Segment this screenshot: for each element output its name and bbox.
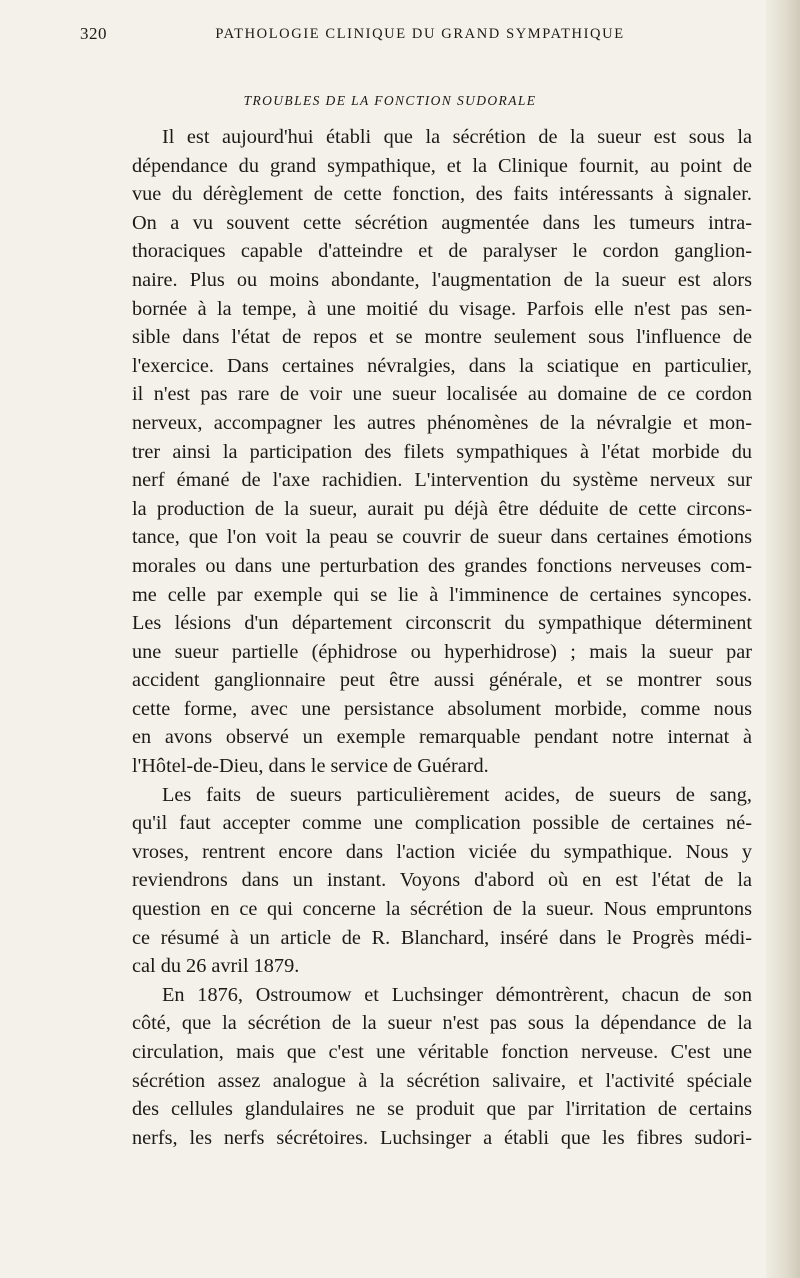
- text-line: ce résumé à un article de R. Blanchard, inséré dans le Progrès médi-: [132, 926, 752, 949]
- text-line: dépendance du grand sympathique, et la Clinique fournit, au point de: [132, 154, 752, 177]
- text-line: naire. Plus ou moins abondante, l'augmentation de la sueur est alors: [132, 268, 752, 291]
- text-line: nerfs, les nerfs sécrétoires. Luchsinger a établi que les fibres sudori-: [132, 1126, 752, 1149]
- text-line: la production de la sueur, aurait pu déjà être déduite de cette circons-: [132, 497, 752, 520]
- text-line: cal du 26 avril 1879.: [132, 955, 300, 978]
- text-line: question en ce qui concerne la sécrétion de la sueur. Nous empruntons: [132, 898, 752, 921]
- text-line: nerf émané de l'axe rachidien. L'intervention du système nerveux sur: [132, 469, 752, 492]
- text-line: sécrétion assez analogue à la sécrétion salivaire, et l'activité spéciale: [132, 1069, 752, 1092]
- text-line: vroses, rentrent encore dans l'action viciée du sympathique. Nous y: [132, 840, 752, 863]
- text-line: nerveux, accompagner les autres phénomènes de la névralgie et mon-: [132, 411, 752, 434]
- text-line: accident ganglionnaire peut être aussi générale, et se montrer sous: [132, 669, 752, 692]
- text-line: On a vu souvent cette sécrétion augmentée dans les tumeurs intra-: [132, 211, 752, 234]
- text-line: circulation, mais que c'est une véritable fonction nerveuse. C'est une: [132, 1041, 752, 1063]
- text-line: il n'est pas rare de voir une sueur localisée au domaine de ce cordon: [132, 383, 752, 406]
- text-line: Les lésions d'un département circonscrit du sympathique déterminent: [132, 612, 752, 635]
- text-line: vue du dérèglement de cette fonction, des faits intéressants à signaler.: [132, 183, 752, 206]
- page-header: [80, 24, 700, 48]
- text-line: bornée à la tempe, à une moitié du visage. Parfois elle n'est pas sen-: [132, 297, 752, 320]
- text-line: l'exercice. Dans certaines névralgies, dans la sciatique en particulier,: [132, 354, 752, 377]
- text-line: qu'il faut accepter comme une complication possible de certaines né-: [132, 812, 752, 835]
- page-number: 320: [80, 24, 107, 43]
- text-line: l'Hôtel-de-Dieu, dans le service de Guérard.: [132, 755, 489, 778]
- text-line: trer ainsi la participation des filets sympathiques à l'état morbide du: [132, 440, 752, 463]
- text-line: reviendrons dans un instant. Voyons d'abord où en est l'état de la: [132, 869, 752, 892]
- text-line: côté, que la sécrétion de la sueur n'est pas sous la dépendance de la: [132, 1012, 752, 1035]
- section-title: TROUBLES DE LA FONCTION SUDORALE: [243, 93, 537, 108]
- text-line: sible dans l'état de repos et se montre seulement sous l'influence de: [132, 326, 752, 349]
- text-line: en avons observé un exemple remarquable pendant notre internat à: [132, 726, 752, 749]
- text-line: En 1876, Ostroumow et Luchsinger démontrèrent, chacun de son: [162, 983, 752, 1006]
- text-line: cette forme, avec une persistance absolument morbide, comme nous: [132, 697, 752, 720]
- text-line: Il est aujourd'hui établi que la sécrétion de la sueur est sous la: [162, 126, 752, 148]
- text-line: des cellules glandulaires ne se produit que par l'irritation de certains: [132, 1098, 752, 1121]
- running-head: PATHOLOGIE CLINIQUE DU GRAND SYMPATHIQUE: [215, 26, 625, 42]
- text-line: Les faits de sueurs particulièrement acides, de sueurs de sang,: [162, 783, 752, 806]
- text-line: tance, que l'on voit la peau se couvrir de sueur dans certaines émotions: [132, 526, 752, 549]
- body-text: [132, 123, 752, 1152]
- text-line: me celle par exemple qui se lie à l'imminence de certaines syncopes.: [132, 583, 752, 606]
- text-line: une sueur partielle (éphidrose ou hyperhidrose) ; mais la sueur par: [132, 640, 752, 663]
- text-line: thoraciques capable d'atteindre et de paralyser le cordon ganglion-: [132, 240, 752, 263]
- text-line: morales ou dans une perturbation des grandes fonctions nerveuses com-: [132, 554, 752, 577]
- page-edge-shadow: [766, 0, 800, 1278]
